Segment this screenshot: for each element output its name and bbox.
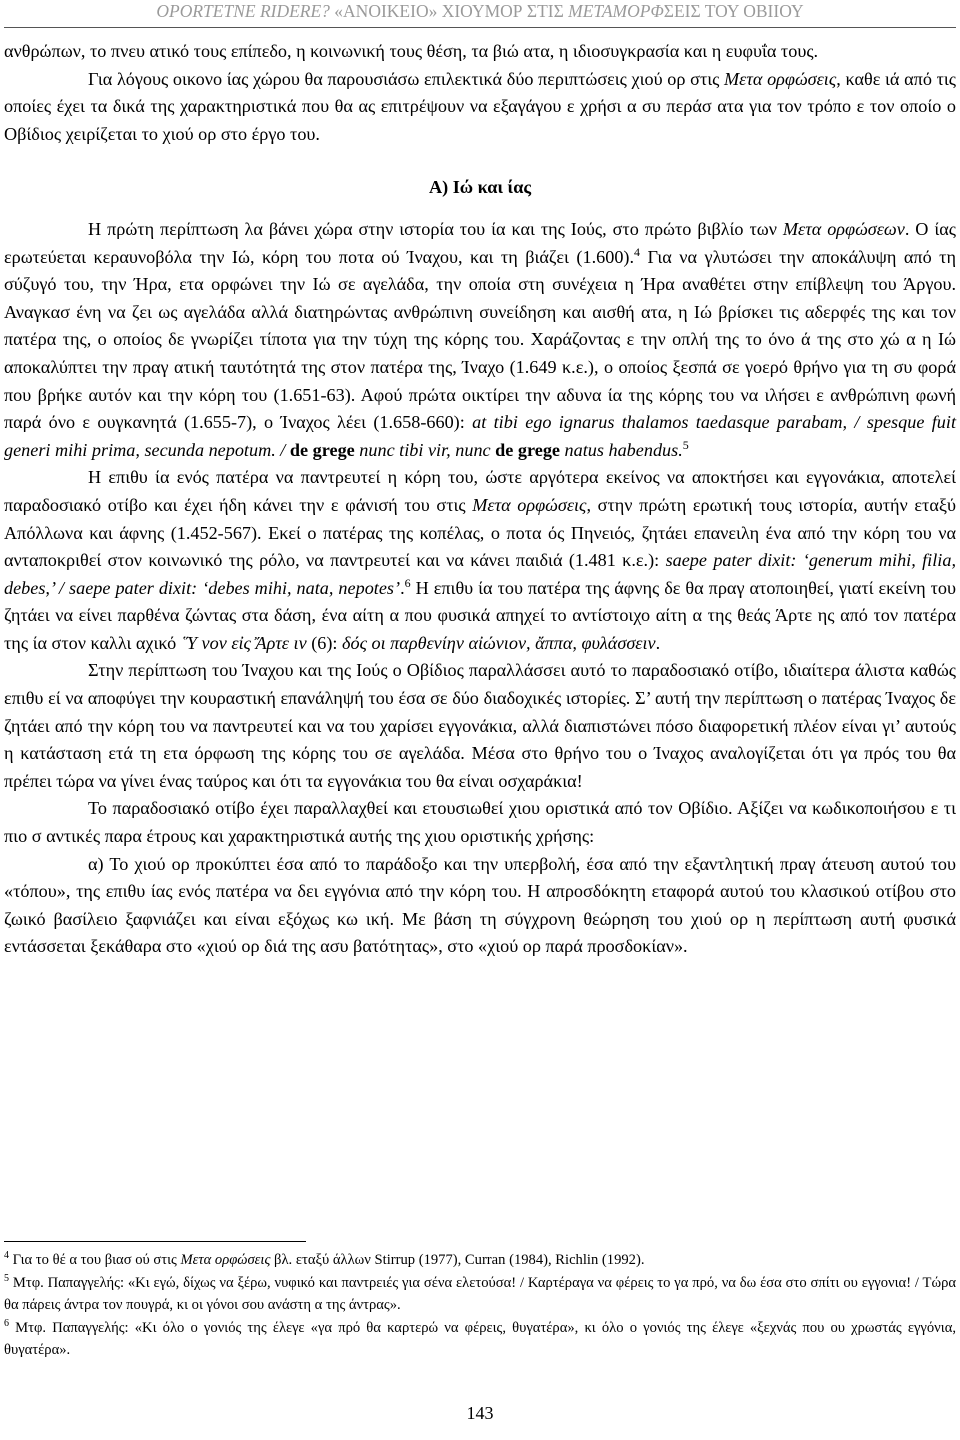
footnote-ref-4[interactable]: 4 [634, 244, 641, 259]
paragraph-1-text: ανθρώπων, το πνευ ατικό τους επίπεδο, η κοινωνική τους θέση, τα βιώ ατα, η ιδιοσυγκρασία και η ευφυΐα τους. [4, 41, 819, 61]
footnote-text: βλ. εταξύ άλλων Stirrup (1977), Curran (1984), Richlin (1992). [270, 1252, 645, 1268]
paragraph-7-text: α) Το χιού ορ προκύπτει έσα από το παράδοξο και την υπερβολή, έσα από την εξαντλητική πραγ άτευση αυτού του «τόπου», της επιθυ ίας ενός πατέρα να δει εγγόνια από την κόρη του. Η απροσδόκητη εταφορά αυτού του κλασικού οτίβου στο ζωικό βασίλειο ξαφνιάζει και είναι εξόχως κω ική. Με βάση τη σύγχρονη θεώρηση του χιού ορ η περίπτωση αυτή φυσικά εντάσσεται ξεκάθαρα στο «χιού ορ διά της ασυ βατότητας», στο «χιού ορ παρά προσδοκίαν». [4, 853, 956, 957]
footnote-ref-6[interactable]: 6 [404, 575, 411, 590]
latin-quote-emphasis: de grege [495, 439, 560, 460]
latin-quote: nunc tibi vir, nunc [354, 439, 496, 460]
greek-quote: δός οι παρθενίην αἰώνιον, ἄππα, φυλάσσειν [342, 632, 656, 653]
paragraph-2-text: Για λόγους οικονο ίας χώρου θα παρουσιάσω επιλεκτικά δύο περιπτώσεις χιού ορ στις [88, 68, 725, 89]
paragraph-1 [4, 38, 956, 66]
paragraph-5-text: Στην περίπτωση του Ίναχου και της Ιούς ο Οβίδιος παραλλάσσει αυτό το παραδοσιακό οτίβο, ιδιαίτερα άλιστα καθώς επιθυ εί να αποφύγει την κουραστική επανάληψή του έσα σε δύο διαδοχικές ιστορίες. Σ’ αυτή την περίπτωση ο πατέρας Ίναχος δε ζητάει από την κόρη του να παντρευτεί και να του χαρίσει εγγονάκια, αλλά διαπιστώνει πόσο διαφορετική πλέον είναι γι’ αυτούς η κατάσταση ετά τη ετα όρφωση της κόρης του σε αγελάδα. Μέσα στο θρήνο του ο Ίναχος αναλογίζεται ότι γα πρός του θα πρέπει τώρα να γίνει ένας ταύρος και ότι τα εγγονάκια του θα είναι οσχαράκια! [4, 660, 956, 791]
header-greek-title: «ΑΝΟΙΚΕΙΟ» ΧΙΟΥΜΟΡ ΣΤΙΣ [329, 1, 569, 21]
work-title: Μετα ορφώσεις [180, 1252, 271, 1268]
header-work-title-cont: ΣΕΙΣ ΤΟΥ ΟΒΙ [663, 1, 774, 21]
paragraph-6-text: Το παραδοσιακό οτίβο έχει παραλλαχθεί και ετουσιωθεί χιου οριστικά από τον Οβίδιο. Αξίζει να κωδικοποιήσου ε τι πιο σ αντικές παρα έτρους και χαρακτηριστικά αυτής της χιου οριστικής χρήσης: [4, 798, 956, 847]
page-number: 143 [466, 1403, 494, 1423]
footnote-text: Μτφ. Παπαγγελής: «Κι όλο ο γονιός της έλεγε «γα πρό θα καρτερώ να φέρεις, θυγατέρα», κι όλο ο γονιός της έλεγε «ξεχνάς που ου χρωστάς εγγόνια, θυγατέρα». [4, 1319, 956, 1359]
paragraph-3-text-cont: Για να γλυτώσει την αποκάλυψη από τη σύζυγό του, την Ήρα, ετα ορφώνει την Ιώ σε αγελάδα, την οποία στη συνέχεια η Ήρα αναθέτει στην επίβλεψη του Άργου. Αναγκασ ένη να ζει ως αγελάδα αλλά διατηρώντας ανθρώπινη συνείδηση και αισθή ατα, η Ιώ βρίσκει τις αδερφές της και τον πατέρα της, ο οποίος δε γνωρίζει τίποτα για την τύχη της κόρης του. Χαράζοντας ε την οπλή της το όνο ά της στο χώ α η Ιώ αποκαλύπτει την πραγ ατική ταυτότητά της στον πατέρα της, Ίναχο (1.649 κ.ε.), ο οποίος ξεσπά σε γοερό θρήνο για τη συ φορά που βρήκε αυτόν και την κόρη του (1.651-63). Αφού πρώτα οικτίρει την αδυνα ία της κόρης του να ιλήσει ε ανθρώπινη φωνή παρά όνο ε ουγκανητά (1.655-7), ο Ίναχος λέει (1.658-660): [4, 246, 957, 433]
header-rule [4, 27, 956, 28]
paragraph-7 [4, 851, 956, 961]
footnote-separator [4, 1241, 306, 1242]
footnote-text: Μτφ. Παπαγγελής: «Κι εγώ, δίχως να ξέρω, νυφικό και παντρειές για σένα ελετούσα! / Καρτέραγα να φέρεις το γα πρό, να δω έσα στο σπίτι ου εγγονια! / Τώρα θα πάρεις άντρα τον πουγρά, κι οι γόνοι σου ανάστη α της άντρας». [4, 1274, 956, 1314]
paragraph-4-punct: . [400, 577, 405, 598]
header-work-title: ΜΕΤΑΜΟΡΦ [568, 1, 664, 21]
paragraph-4-text: Η επιθυ ία ενός πατέρα να παντρευτεί η κόρη του, ώστε αργότερα εκείνος να αποκτήσει και εγγονάκια, αποτελεί παραδοσιακό οτίβο και έχει ήδη κάνει την ε φάνισή του στις [4, 467, 956, 515]
running-header [0, 0, 960, 26]
paragraph-6 [4, 795, 956, 850]
footnote-ref-5[interactable]: 5 [682, 437, 689, 452]
latin-quote: saepe pater dixit: ‘generum mihi, filia, debes,’ / saepe pater dixit: ‘debes mihi, nata, nepotes’ [4, 550, 956, 598]
footnote-5 [4, 1272, 956, 1317]
latin-quote-emphasis: de grege [289, 439, 355, 460]
footnote-number: 5 [4, 1272, 9, 1284]
footnote-4 [4, 1249, 956, 1272]
paragraph-4-text-cont: Η επιθυ ία του πατέρα της άφνης δε θα πραγ ατοποιηθεί, γιατί εκείνη του ζητάει να είνει παρθένα ζώντας στα δάση, ένα αίτη α που φυσικά απηχεί το αντίστοιχο αίτη α της θεάς Άρτε ης από τον πατέρα της ία στον καλλι αχικό [4, 577, 957, 653]
paragraph-2 [4, 66, 956, 149]
footnote-6 [4, 1317, 956, 1362]
footnotes [4, 1249, 956, 1362]
paragraph-2-text-cont: , καθε ιά από τις οποίες έχει τα δικά της χαρακτηριστικά που θα ας επιτρέψουν να εξαγάγου ε χρήσι α συ περάσ ατα για τον τρόπο ε τον οποίο ο Οβίδιος χειρίζεται το χιού ορ στο έργο του. [4, 68, 956, 144]
work-title: Μετα ορφώσεων [782, 218, 905, 239]
footnote-number: 4 [4, 1250, 9, 1261]
section-heading: Α) Ιώ και ίας [428, 177, 532, 198]
latin-quote: natus habendus. [559, 439, 683, 460]
paragraph-5 [4, 657, 956, 795]
work-title: Μετα ορφώσεις [724, 68, 837, 89]
paragraph-4 [4, 464, 956, 657]
work-title: Μετα ορφώσεις [472, 494, 587, 515]
main-text [4, 38, 956, 961]
header-author: ΙΟΥ [773, 1, 804, 21]
hymn-title: ῞Υ νον εἰς Ἄρτε ιν [180, 632, 307, 653]
footnote-text: Για το θέ α του βιασ ού στις [9, 1252, 181, 1268]
paragraph-4-text-cont: , στην πρώτη ερωτική τους ιστορία, αυτήν εταξύ Απόλλωνα και άφνης (1.452-567). Εκεί ο πατέρας της κοπέλας, ο ποτα ός Πηνειός, ζητάει επανειλη ένα από την κόρη του να ανταποκριθεί στον κοινωνικό της ρόλο, να παντρευτεί και να κάνει παιδιά (1.481 κ.ε.): [4, 494, 956, 571]
header-latin-title: OPORTETNE RIDERE? [156, 1, 330, 21]
latin-quote: at tibi ego ignarus thalamos taedasque parabam, / spesque fuit generi mihi prima, secunda nepotum. / [4, 412, 956, 460]
footnote-number: 6 [4, 1317, 9, 1329]
paragraph-3 [4, 216, 956, 464]
paragraph-3-text: Η πρώτη περίπτωση λα βάνει χώρα στην ιστορία του ία και της Ιούς, στο πρώτο βιβλίο των [88, 218, 783, 239]
paragraph-4-text-cont: (6): [306, 632, 343, 653]
paragraph-4-punct: . [655, 632, 661, 653]
paragraph-3-text-cont: . Ο ίας ερωτεύεται κεραυνοβόλα την Ιώ, κόρη του ποτα ού Ίναχου, και τη βιάζει (1.600). [4, 218, 956, 267]
